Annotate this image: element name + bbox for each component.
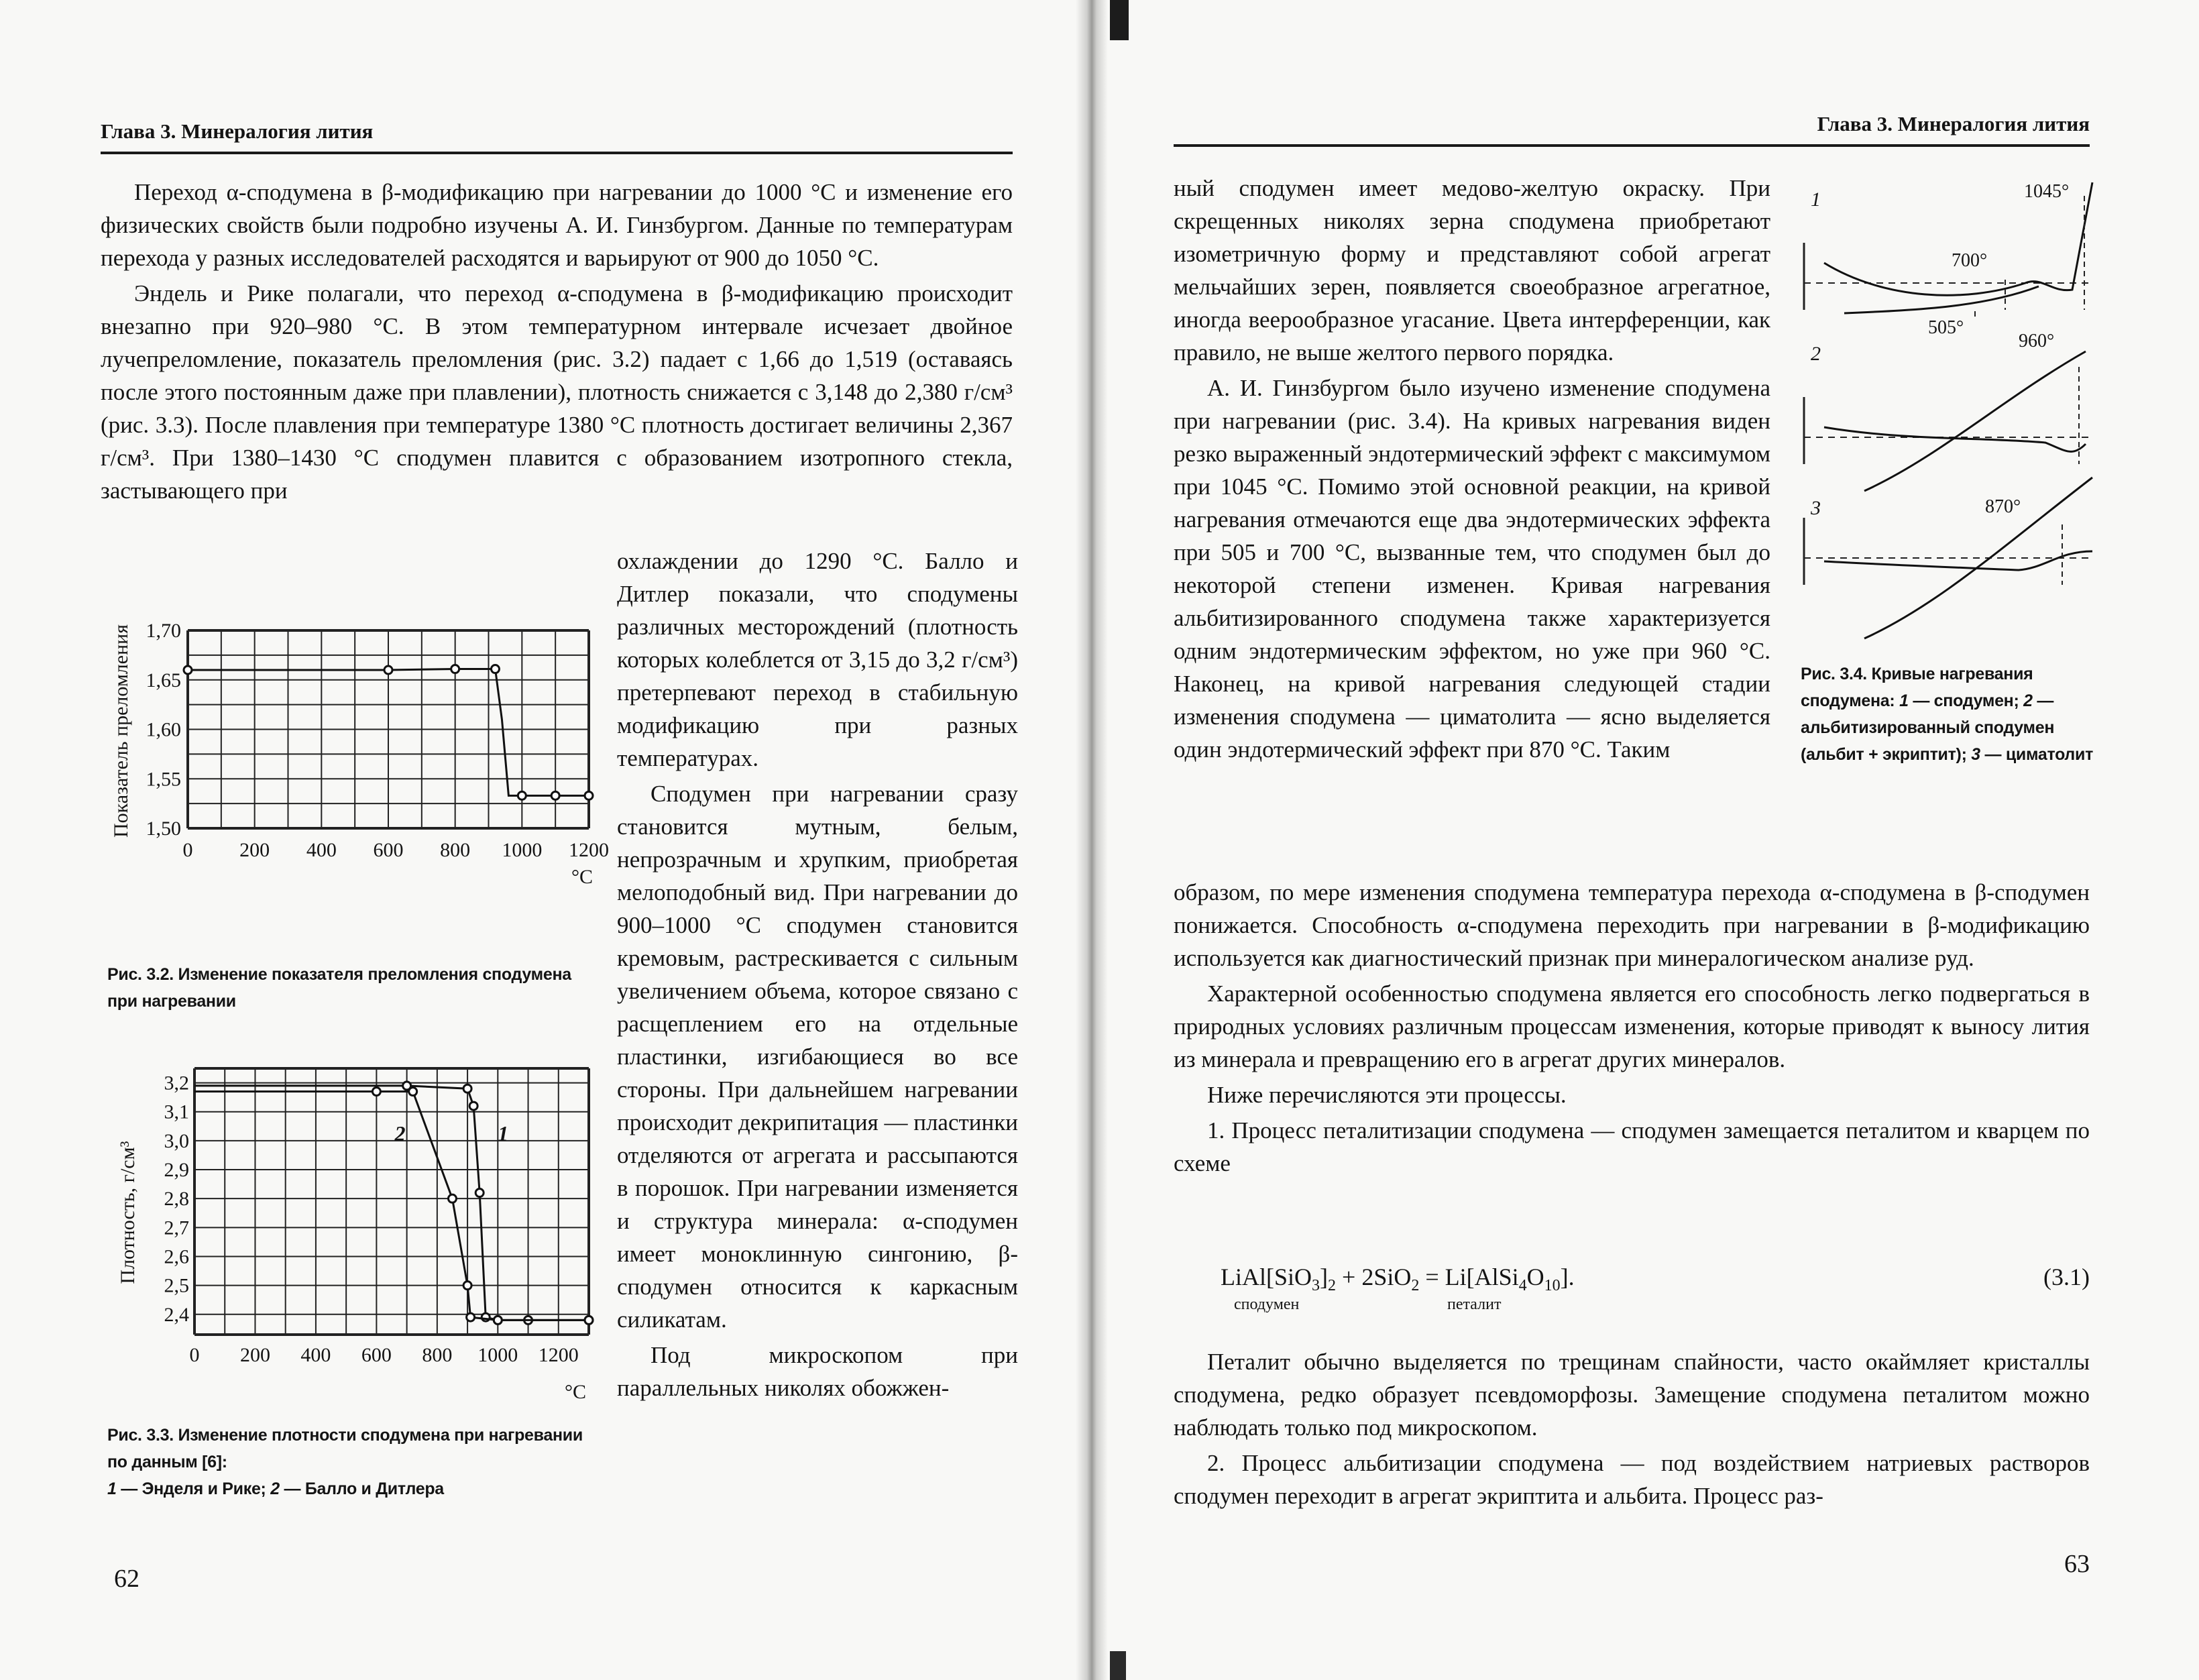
caption-text: Рис. 3.4. Кривые нагревания сподумена: xyxy=(1801,665,2033,710)
right-page xyxy=(1100,0,2199,1680)
tick-label-y: 3,0 xyxy=(164,1129,189,1152)
data-point xyxy=(494,1316,502,1324)
data-point xyxy=(551,791,559,799)
tick-label-x: 1200 xyxy=(538,1344,579,1366)
right-bottom-text xyxy=(1174,1345,2090,1512)
data-point xyxy=(384,666,392,674)
caption-series-2: 2 xyxy=(2023,691,2033,710)
tick-label-x: 1200 xyxy=(569,839,609,861)
paragraph: 1. Процесс петалитизации сподумена — сподумен замещается петалитом и кварцем по схеме xyxy=(1174,1117,2090,1176)
series-label-2: 2 xyxy=(394,1121,406,1145)
data-point xyxy=(518,791,526,799)
caption-series-2: 2 xyxy=(270,1479,280,1498)
figure-3-3-caption xyxy=(107,1422,604,1502)
caption-series-1: 1 xyxy=(1899,691,1909,710)
axis-label-x: °С xyxy=(571,866,594,888)
tick-label-y: 2,9 xyxy=(164,1159,189,1182)
page-number-left: 62 xyxy=(114,1565,139,1593)
tick-label-y: 2,4 xyxy=(164,1303,189,1326)
tick-label-x: 400 xyxy=(300,1344,331,1366)
tick-label-y: 2,5 xyxy=(164,1274,189,1297)
caption-text: — альбитизированный сподумен (альбит + экриптит); xyxy=(1801,691,2055,764)
caption-text: — циматолит xyxy=(1980,745,2094,764)
figure-3-4-chart xyxy=(1804,176,2099,659)
right-full-text xyxy=(1174,876,2090,1180)
tick-label-x: 600 xyxy=(361,1344,392,1366)
tick-label-x: 0 xyxy=(182,839,193,861)
peak-temperature-label: 1045° xyxy=(2024,181,2070,202)
tick-label-x: 600 xyxy=(373,839,404,861)
paragraph: образом, по мере изменения сподумена температура перехода α-сподумена в β-сподумен понижается. Способность α-сподумена переходить при нагревании в β-модификацию используется как диагностический признак при минералогическом анализе руд. xyxy=(1174,879,2090,971)
data-point xyxy=(463,1084,471,1093)
header-rule xyxy=(101,152,1013,154)
data-point xyxy=(451,665,459,673)
tick-label-y: 1,65 xyxy=(146,669,181,691)
heating-curve xyxy=(1864,351,2086,491)
paragraph: Сподумен при нагревании сразу становится мутным, белым, непрозрачным и хрупким, приобретая мелоподобный вид. При нагревании до 900–1000 °С сподумен становится кремовым, растрескивается с сильным увеличением объема, которое связано с расщеплением его на отдельные пластинки, изгибающиеся во все стороны. При дальнейшем нагревании происходит декрипитация — пластинки отделяются от агрегата и рассыпаются в порошок. При нагревании изменяется и структура минерала: α-сподумен имеет моноклинную сингонию, β-сподумен относится к каркасным силикатам. xyxy=(617,781,1018,1333)
tick-label-x: 0 xyxy=(189,1344,200,1366)
caption-series-1: 1 xyxy=(107,1479,117,1498)
axis-label-y: Показатель преломления xyxy=(110,624,132,838)
caption-text: — Балло и Дитлера xyxy=(279,1479,444,1498)
book-gutter xyxy=(1076,0,1108,1680)
page-number-right: 63 xyxy=(2064,1550,2090,1578)
formula-number: (3.1) xyxy=(2043,1264,2090,1290)
data-point xyxy=(463,1282,471,1290)
formula-label-petalite: петалит xyxy=(1447,1296,1502,1313)
curve-label-2: 2 xyxy=(1811,343,1821,365)
tick-label-x: 1000 xyxy=(477,1344,518,1366)
paragraph: Петалит обычно выделяется по трещинам спайности, часто окаймляет кристаллы сподумена, редко образует псевдоморфозы. Замещение сподумена петалитом можно наблюдать только под микроскопом. xyxy=(1174,1349,2090,1441)
data-point xyxy=(448,1194,456,1202)
left-side-column xyxy=(617,545,1018,1404)
data-point xyxy=(372,1088,380,1096)
figure-3-3-chart xyxy=(107,1058,604,1407)
peak-temperature-label: 960° xyxy=(2019,331,2055,351)
paragraph: охлаждении до 1290 °С. Балло и Дитлер показали, что сподумены различных месторождений (плотность которых колеблется от 3,15 до 3,2 г/см³) претерпевают переход в стабильную модификацию при разных температурах. xyxy=(617,548,1018,771)
peak-temperature-label: 870° xyxy=(1985,496,2021,517)
data-point xyxy=(467,1313,475,1321)
binding-shadow xyxy=(1110,1651,1126,1680)
figure-3-2-caption: Рис. 3.2. Изменение показателя преломления сподумена при нагревании xyxy=(107,965,571,1011)
data-point xyxy=(409,1088,417,1096)
left-intro-text xyxy=(101,176,1013,507)
data-point xyxy=(585,1316,593,1324)
tick-label-y: 1,60 xyxy=(146,718,181,741)
tick-label-y: 2,7 xyxy=(164,1217,189,1239)
caption-line: Рис. 3.3. Изменение плотности сподумена при нагревании по данным [6]: xyxy=(107,1426,583,1471)
paragraph: А. И. Гинзбургом было изучено изменение сподумена при нагревании (рис. 3.4). На кривых нагревания виден резко выраженный эндотермический эффект с максимумом при 1045 °С. Помимо этой основной реакции, на кривой нагревания отмечаются еще два эндотермических эффекта при 505 и 700 °С, вызванные тем, что сподумен был до некоторой степени изменен. Кривая нагревания альбитизированного сподумена также характеризуется одним эндотермическим эффектом, но уже при 960 °С. Наконец, на кривой нагревания следующей стадии изменения сподумена — циматолита — ясно выделяется один эндотермический эффект при 870 °С. Таким xyxy=(1174,375,1770,763)
running-head-left: Глава 3. Минералогия лития xyxy=(101,119,374,143)
tick-label-y: 1,50 xyxy=(146,818,181,840)
curve-label-1: 1 xyxy=(1811,188,1821,211)
tick-label-y: 2,6 xyxy=(164,1245,189,1268)
paragraph: Под микроскопом при параллельных николях обожжен- xyxy=(617,1342,1018,1401)
formula-3-1: $LiAl[SiO_3]_2 + 2SiO_2$ = $Li[AlSi_4O_{10}]$. xyxy=(1221,1264,1575,1295)
data-point xyxy=(491,665,499,673)
tick-label-y: 3,2 xyxy=(164,1072,189,1095)
right-top-column xyxy=(1174,172,1770,766)
tick-label-y: 1,70 xyxy=(146,620,181,642)
heating-curve xyxy=(1824,427,2086,451)
paragraph: Переход α-сподумена в β-модификацию при нагревании до 1000 °С и изменение его физических свойств были подробно изучены А. И. Гинзбургом. Данные по температурам перехода у разных исследователей расходятся и варьируют от 900 до 1050 °С. xyxy=(101,179,1013,271)
curve-label-3: 3 xyxy=(1811,497,1821,519)
caption-text: — сподумен; xyxy=(1908,691,2024,710)
tick-label-x: 200 xyxy=(239,839,270,861)
tick-label-y: 2,8 xyxy=(164,1188,189,1211)
tick-label-x: 800 xyxy=(422,1344,453,1366)
tick-label-x: 1000 xyxy=(502,839,543,861)
data-point xyxy=(184,666,192,674)
caption-series-3: 3 xyxy=(1971,745,1980,764)
heating-curve xyxy=(1844,286,2039,313)
paragraph: 2. Процесс альбитизации сподумена — под воздействием натриевых растворов сподумен переходит в агрегат экриптита и альбита. Процесс раз- xyxy=(1174,1450,2090,1509)
peak-temperature-label: 505° xyxy=(1928,317,1964,338)
paragraph: Характерной особенностью сподумена является его способность легко подвергаться в природных условиях различным процессам изменения, которые приводят к выносу лития из минерала и превращению его в агрегат других минералов. xyxy=(1174,981,2090,1072)
caption-text: — Энделя и Рике; xyxy=(116,1479,271,1498)
figure-3-4-caption xyxy=(1801,661,2106,768)
paragraph: Эндель и Рике полагали, что переход α-сподумена в β-модификацию происходит внезапно при 920–980 °С. В этом температурном интервале исчезает двойное лучепреломление, показатель преломления (рис. 3.2) падает с 1,66 до 1,519 (оставаясь после этого постоянным даже при плавлении), плотность снижается с 3,148 до 2,380 г/см³ (рис. 3.3). После плавления при температуре 1380 °С плотность достигает величины 2,367 г/см³. При 1380–1430 °С сподумен плавится с образованием изотропного стекла, застывающего при xyxy=(101,280,1013,504)
heating-curve xyxy=(1824,551,2092,570)
data-point xyxy=(469,1102,477,1110)
data-point xyxy=(585,791,593,799)
paragraph: Ниже перечисляются эти процессы. xyxy=(1207,1082,1567,1108)
tick-label-x: 400 xyxy=(306,839,337,861)
tick-label-y: 1,55 xyxy=(146,768,181,791)
data-point xyxy=(475,1189,484,1197)
tick-label-x: 800 xyxy=(440,839,471,861)
header-rule xyxy=(1174,144,2090,147)
axis-label-y: Плотность, г/см³ xyxy=(117,1141,139,1284)
left-page xyxy=(0,0,1084,1680)
tick-label-y: 3,1 xyxy=(164,1101,189,1123)
paragraph: ный сподумен имеет медово-желтую окраску. При скрещенных николях зерна сподумена приобретают изометричную форму и представляют собой агрегат мельчайших зерен, появляется своеобразное агрегатное, иногда веерообразное угасание. Цвета интерференции, как правило, не выше желтого первого порядка. xyxy=(1174,175,1770,366)
peak-temperature-label: 700° xyxy=(1952,250,1988,271)
binding-shadow xyxy=(1110,0,1129,40)
caption-line xyxy=(107,1475,604,1502)
formula-label-spodumene: сподумен xyxy=(1234,1296,1300,1313)
axis-label-x: °С xyxy=(564,1381,587,1403)
running-head-right: Глава 3. Минералогия лития xyxy=(1817,112,2090,135)
series-label-1: 1 xyxy=(498,1121,509,1145)
figure-3-2-chart xyxy=(107,597,609,946)
tick-label-x: 200 xyxy=(239,1344,270,1366)
